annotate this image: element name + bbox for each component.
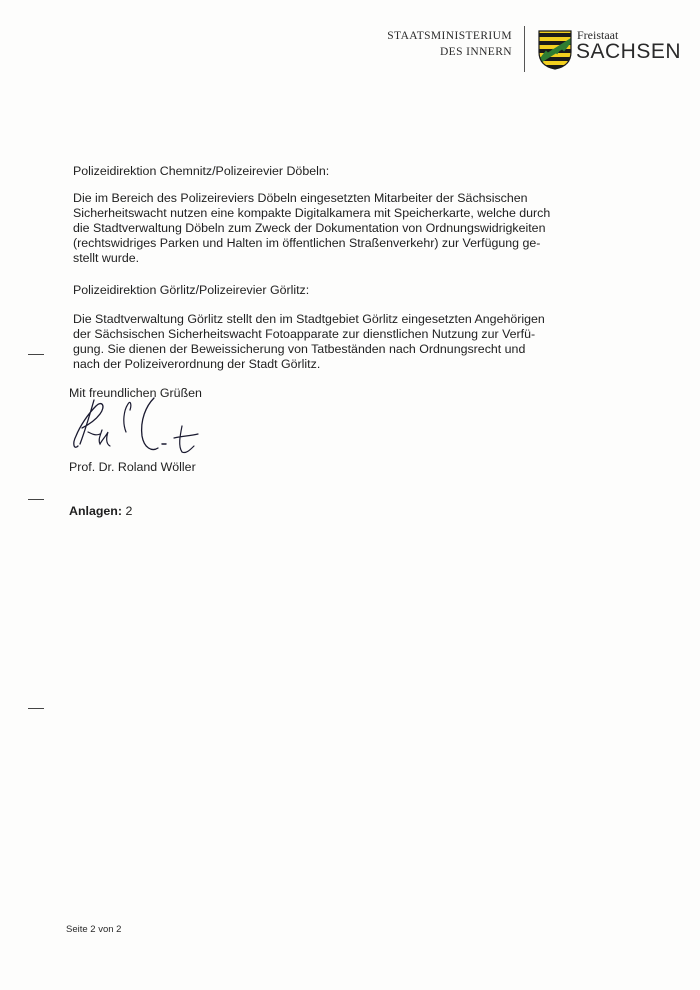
ministry-line-1: STAATSMINISTERIUM: [387, 30, 512, 42]
section-heading-goerlitz: Polizeidirektion Görlitz/Polizeirevier Görlitz:: [73, 283, 310, 297]
punch-mark: [28, 499, 44, 500]
state-prefix: Freistaat: [577, 28, 619, 42]
header-divider: [524, 26, 525, 72]
paragraph-line: die Stadtverwaltung Döbeln zum Zweck der Dokumentation von Ordnungswidrigkeiten: [73, 221, 546, 235]
section-paragraph-goerlitz: [73, 312, 573, 372]
state-name: SACHSEN: [576, 40, 682, 63]
fold-mark: [28, 354, 44, 355]
paragraph-line: nach der Polizeiverordnung der Stadt Görlitz.: [73, 357, 321, 371]
paragraph-line: Die Stadtverwaltung Görlitz stellt den im Stadtgebiet Görlitz eingesetzten Angehörigen: [73, 312, 545, 326]
fold-mark: [28, 708, 44, 709]
attachments-line: [69, 504, 132, 518]
paragraph-line: Sicherheitswacht nutzen eine kompakte Digitalkamera mit Speicherkarte, welche durch: [73, 206, 551, 220]
attachments-count: 2: [125, 504, 133, 518]
closing-greeting: Mit freundlichen Grüßen: [69, 386, 202, 400]
paragraph-line: der Sächsischen Sicherheitswacht Fotoapparate zur dienstlichen Nutzung zur Verfü-: [73, 327, 536, 341]
section-heading-chemnitz: Polizeidirektion Chemnitz/Polizeirevier Döbeln:: [73, 164, 330, 178]
section-paragraph-chemnitz: [73, 191, 573, 266]
paragraph-line: (rechtswidriges Parken und Halten im öffentlichen Straßenverkehr) zur Verfügung ge-: [73, 236, 541, 250]
attachments-label: Anlagen:: [69, 504, 123, 518]
saxony-coat-of-arms-icon: [538, 30, 572, 70]
paragraph-line: gung. Sie dienen der Beweissicherung von Tatbeständen nach Ordnungsrecht und: [73, 342, 526, 356]
ministry-line-2: DES INNERN: [439, 46, 512, 58]
paragraph-line: Die im Bereich des Polizeireviers Döbeln eingesetzten Mitarbeiter der Sächsischen: [73, 191, 528, 205]
page-number: Seite 2 von 2: [66, 924, 122, 935]
ministry-name: [387, 28, 512, 60]
paragraph-line: stellt wurde.: [73, 251, 140, 265]
signer-name: Prof. Dr. Roland Wöller: [69, 460, 196, 474]
